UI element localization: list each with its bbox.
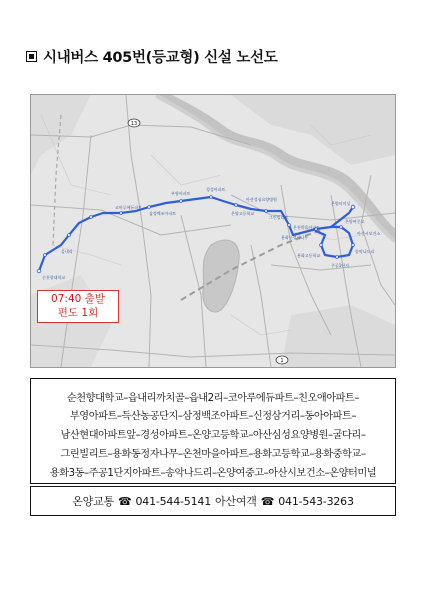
map-label-16: 온양터미널 bbox=[331, 201, 351, 206]
map-label-3: 삼정백조아파트 bbox=[149, 211, 177, 216]
phone-number-1: 041-544-5141 bbox=[135, 494, 211, 508]
map-label-2: 코아루에듀파트 bbox=[115, 205, 143, 210]
route-map bbox=[30, 94, 396, 368]
map-label-6: 온양고등학교 bbox=[231, 211, 255, 216]
phone-icon: ☎ bbox=[117, 494, 132, 508]
departure-info-box bbox=[37, 290, 119, 323]
map-label-10: 온천마을아파트 bbox=[293, 225, 321, 230]
map-label-5: 경성아파트 bbox=[206, 187, 226, 192]
map-label-12: 주공1단지 bbox=[331, 263, 350, 268]
page-title bbox=[26, 46, 277, 67]
trip-info: 편도 1회 bbox=[57, 307, 99, 319]
title-text: 시내버스 405번(등교형) 신설 노선도 bbox=[43, 50, 278, 66]
svg-text:13: 13 bbox=[130, 121, 138, 127]
map-label-13: 송악나드리 bbox=[355, 249, 375, 254]
map-label-0: 순천향대학교 bbox=[42, 275, 66, 280]
stop-list-line-3: 남산현대아파트앞–경성아파트–온양고등학교–아산심성요양병원–굴다리– bbox=[60, 430, 366, 441]
phone-icon: ☎ bbox=[260, 494, 275, 508]
contact-info-box bbox=[30, 486, 396, 516]
highway-badge-13 bbox=[128, 119, 140, 127]
svg-text:1: 1 bbox=[280, 358, 284, 364]
map-label-15: 아산시보건소 bbox=[357, 231, 381, 236]
stop-list-line-5: 용화3동–주공1단지아파트–송악나드리–온양여중고–아산시보건소–온양터미널 bbox=[49, 468, 377, 479]
stop-list-line-1: 순천향대학교–읍내리까치골–읍내2리–코아루에듀파트–친오애아파트– bbox=[66, 393, 360, 404]
departure-time: 07:40 출발 bbox=[51, 293, 105, 305]
company-name-1: 온양교통 bbox=[72, 495, 114, 508]
company-name-2: 아산여객 bbox=[215, 495, 257, 508]
map-label-8: 그린빌리트 bbox=[269, 215, 289, 220]
map-label-9: 용화동정자나무 bbox=[281, 235, 309, 240]
map-label-7: 아산성심요양병원 bbox=[246, 197, 277, 202]
map-label-1: 읍내리 bbox=[61, 249, 73, 254]
stop-list-line-4: 그린빌리트–용화동정자나무–온천마을아파트–용화고등학교–용화중학교– bbox=[60, 449, 366, 460]
stop-list-box bbox=[30, 378, 396, 484]
stop-list-line-2: 부영아파트–득산농공단지–삼정백조아파트–신정삼거리–동아아파트– bbox=[69, 411, 357, 422]
square-bullet-icon bbox=[26, 51, 37, 62]
map-label-4: 부영아파트 bbox=[171, 191, 191, 196]
phone-number-2: 041-543-3263 bbox=[278, 494, 354, 508]
map-label-14: 온양여중고 bbox=[345, 219, 365, 224]
map-canvas bbox=[31, 95, 395, 367]
highway-badge-1 bbox=[276, 356, 288, 364]
map-label-11: 용화고등학교 bbox=[297, 253, 321, 258]
